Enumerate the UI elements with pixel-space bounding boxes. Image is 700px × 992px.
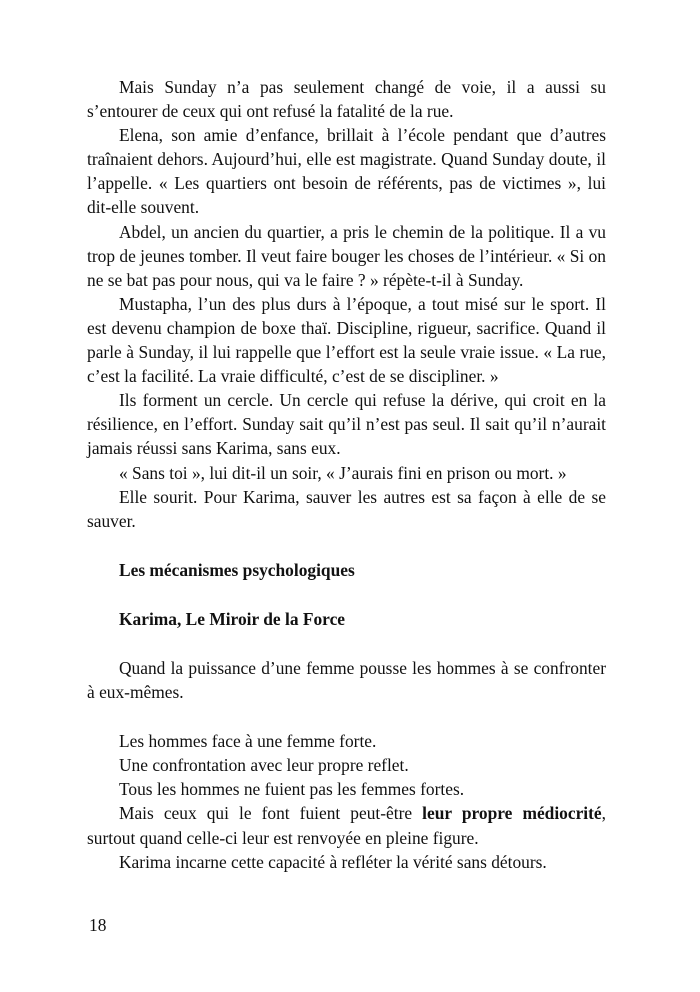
intro-paragraph: Quand la puissance d’une femme pousse les hommes à se confronter à eux-mêmes.: [87, 657, 606, 703]
emphasis-before: Mais ceux qui le font fuient peut-être: [119, 803, 423, 824]
subsection-heading: Karima, Le Miroir de la Force: [119, 608, 346, 629]
emphasis-paragraph: [87, 801, 606, 849]
paragraph-sunday-circle: Mais Sunday n’a pas seulement changé de voie, il a aussi su s’entourer de ceux qui ont refusé la fatalité de la rue.: [87, 77, 606, 122]
paragraph-mustapha: Mustapha, l’un des plus durs à l’époque, a tout misé sur le sport. Il est devenu champion de boxe thaï. Discipline, rigueur, sacrifice. Quand il parle à Sunday, il lui rappelle que l’effort est la seule vraie issue. « La rue, c’est la facilité. La vraie difficulté, c’est de se discipliner. »: [87, 293, 606, 387]
final-line: Karima incarne cette capacité à refléter la vérité sans détours.: [119, 851, 547, 872]
section-heading: Les mécanismes psychologiques: [119, 559, 355, 580]
line-item: Les hommes face à une femme forte.: [119, 731, 377, 752]
page-body: [87, 75, 606, 874]
line-item: Une confrontation avec leur propre reflet.: [119, 755, 409, 776]
paragraph-abdel: Abdel, un ancien du quartier, a pris le chemin de la politique. Il a vu trop de jeunes tomber. Il veut faire bouger les choses de l’intérieur. « Si on ne se bat pas pour nous, qui va le faire ? » répète-t-il à Sunday.: [87, 221, 606, 290]
paragraph-sans-toi: « Sans toi », lui dit-il un soir, « J’aurais fini en prison ou mort. »: [119, 462, 567, 483]
paragraph-elle-sourit: Elle sourit. Pour Karima, sauver les autres est sa façon à elle de se sauver.: [87, 486, 606, 531]
emphasis-bold: leur propre médiocrité: [422, 803, 602, 824]
short-lines: [87, 729, 606, 801]
emphasis-after: , surtout quand celle-ci leur est renvoyée en pleine figure.: [87, 803, 607, 848]
paragraph-elena: Elena, son amie d’enfance, brillait à l’école pendant que d’autres traînaient dehors. Aujourd’hui, elle est magistrate. Quand Sunday doute, il l’appelle. « Les quartiers ont besoin de référents, pas de victimes », lui dit-elle souvent.: [87, 125, 606, 218]
paragraph-cercle: Ils forment un cercle. Un cercle qui refuse la dérive, qui croit en la résilience, en l’effort. Sunday sait qu’il n’est pas seul. Il sait qu’il n’aurait jamais réussi sans Karima, sans eux.: [87, 390, 606, 459]
page-number: 18: [89, 915, 107, 935]
line-item: Tous les hommes ne fuient pas les femmes fortes.: [119, 779, 465, 800]
